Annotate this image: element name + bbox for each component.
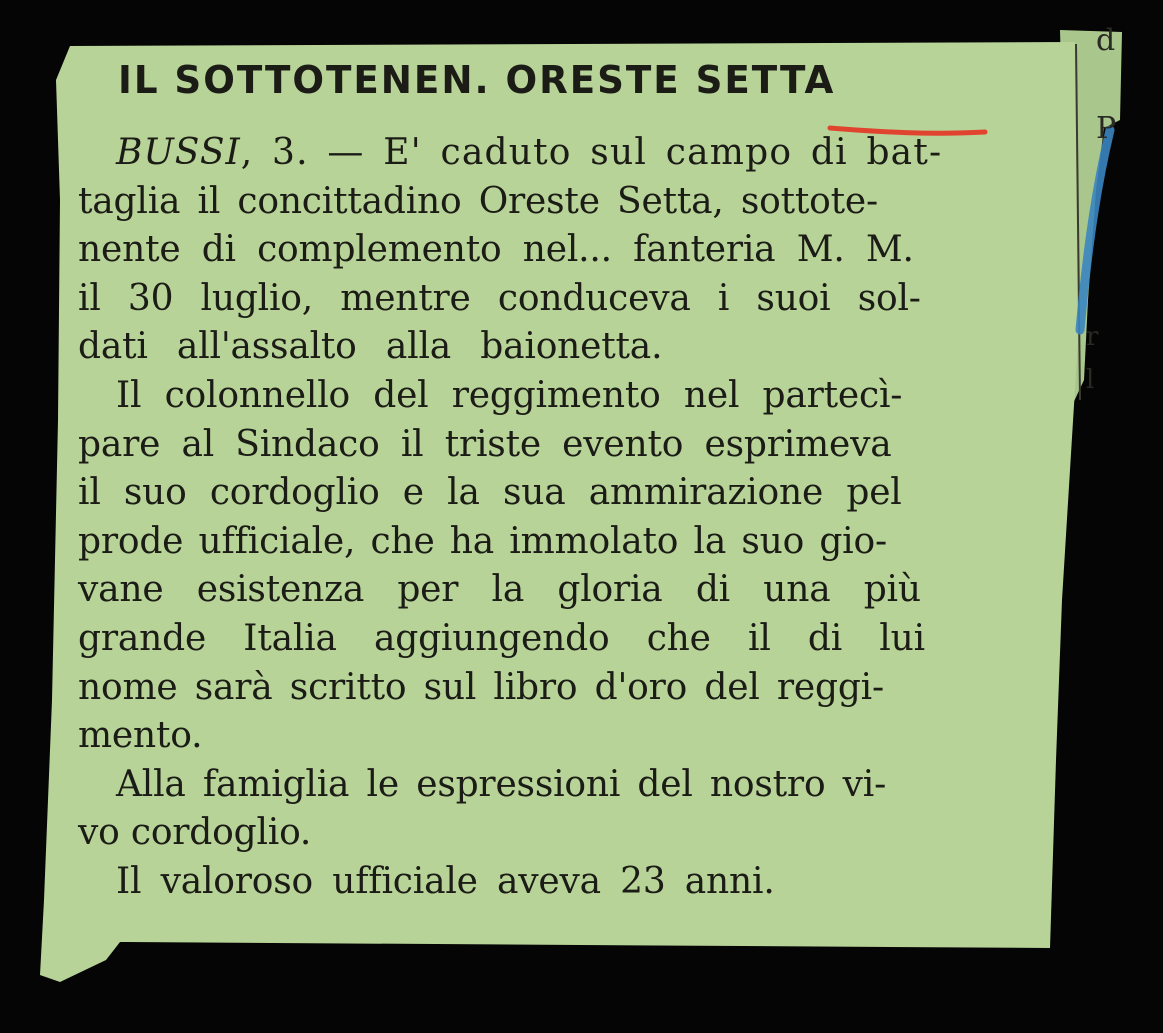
text-line: vane esistenza per la gloria di una più [78, 569, 921, 611]
text-line: pare al Sindaco il triste evento esprimeva [78, 423, 892, 465]
text-line: il 30 luglio, mentre conduceva i suoi sol- [78, 277, 921, 319]
article-body [78, 129, 1043, 907]
adjacent-text-fragment: d [1096, 23, 1116, 58]
dateline-rest: , 3. — E' caduto sul campo di bat- [240, 132, 943, 173]
text-line: il suo cordoglio e la sua ammirazione pel [78, 472, 902, 514]
text-line: grande Italia aggiungendo che il di lui [78, 617, 925, 659]
text-line: mento. [78, 715, 203, 757]
dateline: BUSSI [116, 132, 241, 173]
text-line: nente di complemento nel... fanteria M. M. [78, 229, 914, 271]
text-line: taglia il concittadino Oreste Setta, sottote- [78, 180, 878, 222]
adjacent-text-fragment: r [1086, 322, 1099, 352]
adjacent-text-fragment: l [1086, 365, 1095, 395]
text-line: prode ufficiale, che ha immolato la suo gio- [78, 520, 887, 562]
text-line: nome sarà scritto sul libro d'oro del reggi- [78, 666, 884, 708]
article [78, 55, 1043, 907]
text-line: Il valoroso ufficiale aveva 23 anni. [116, 860, 775, 902]
text-line: dati all'assalto alla baionetta. [78, 326, 663, 368]
adjacent-text-fragment: P [1096, 111, 1117, 146]
text-line: Il colonnello del reggimento nel partecì- [116, 374, 903, 416]
text-line: Alla famiglia le espressioni del nostro vi- [116, 763, 887, 805]
text-line [78, 129, 1043, 178]
text-line: vo cordoglio. [78, 812, 312, 854]
headline: IL SOTTOTENEN. ORESTE SETTA [118, 58, 836, 102]
